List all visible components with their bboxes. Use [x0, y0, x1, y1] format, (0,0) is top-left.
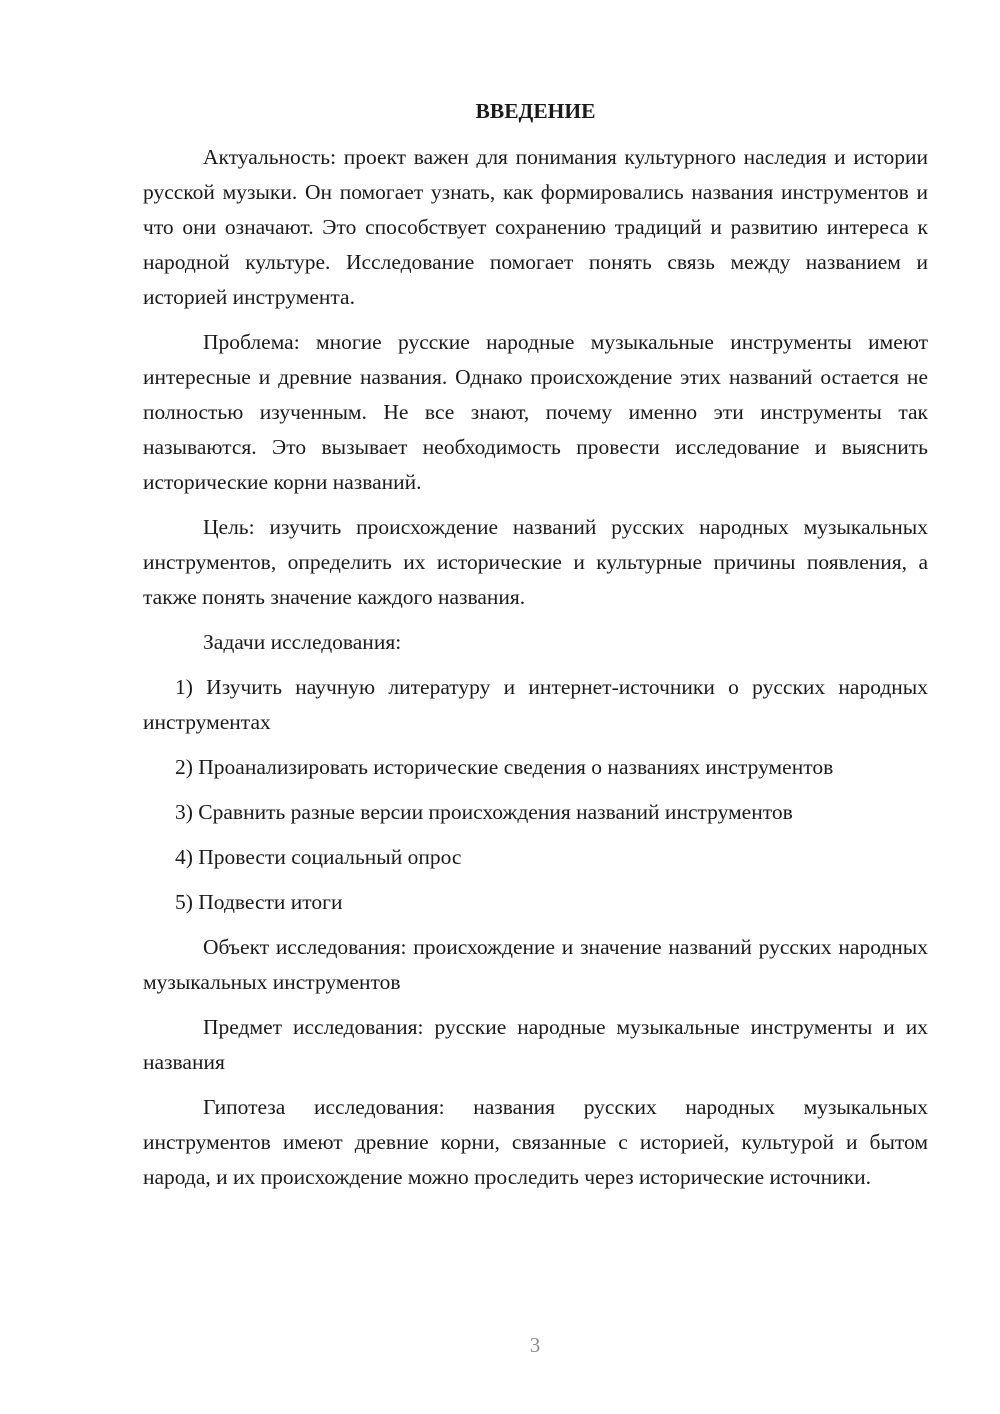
task-item-3: 3) Сравнить разные версии происхождения названий инструментов — [175, 800, 793, 824]
task-item-1: 1) Изучить научную литературу и интернет-источники о русских народных инструментах — [143, 675, 928, 734]
page-number: 3 — [529, 1333, 541, 1357]
relevance-paragraph: Актуальность: проект важен для понимания культурного наследия и истории русской музыки. Он помогает узнать, как формировались названия инструментов и что они означают. Это способствует сохранению традиций и развитию интереса к народной культуре. Исследование помогает понять связь между названием и историей инструмента. — [143, 145, 928, 309]
goal-paragraph: Цель: изучить происхождение названий русских народных музыкальных инструментов, определить их исторические и культурные причины появления, а также понять значение каждого названия. — [143, 515, 928, 609]
problem-paragraph: Проблема: многие русские народные музыкальные инструменты имеют интересные и древние названия. Однако происхождение этих названий остается не полностью изученным. Не все знают, почему именно эти инструменты так называются. Это вызывает необходимость провести исследование и выяснить исторические корни названий. — [143, 330, 928, 494]
tasks-heading: Задачи исследования: — [203, 630, 402, 654]
object-paragraph: Объект исследования: происхождение и значение названий русских народных музыкальных инструментов — [143, 935, 928, 994]
document-page — [143, 92, 928, 1205]
task-item-4: 4) Провести социальный опрос — [175, 845, 462, 869]
hypothesis-paragraph: Гипотеза исследования: названия русских народных музыкальных инструментов имеют древние корни, связанные с историей, культурой и бытом народа, и их происхождение можно проследить через исторические источники. — [143, 1095, 928, 1189]
section-title: ВВЕДЕНИЕ — [475, 99, 596, 123]
task-item-5: 5) Подвести итоги — [175, 890, 343, 914]
task-item-2: 2) Проанализировать исторические сведения о названиях инструментов — [175, 755, 834, 779]
subject-paragraph: Предмет исследования: русские народные музыкальные инструменты и их названия — [143, 1015, 928, 1074]
